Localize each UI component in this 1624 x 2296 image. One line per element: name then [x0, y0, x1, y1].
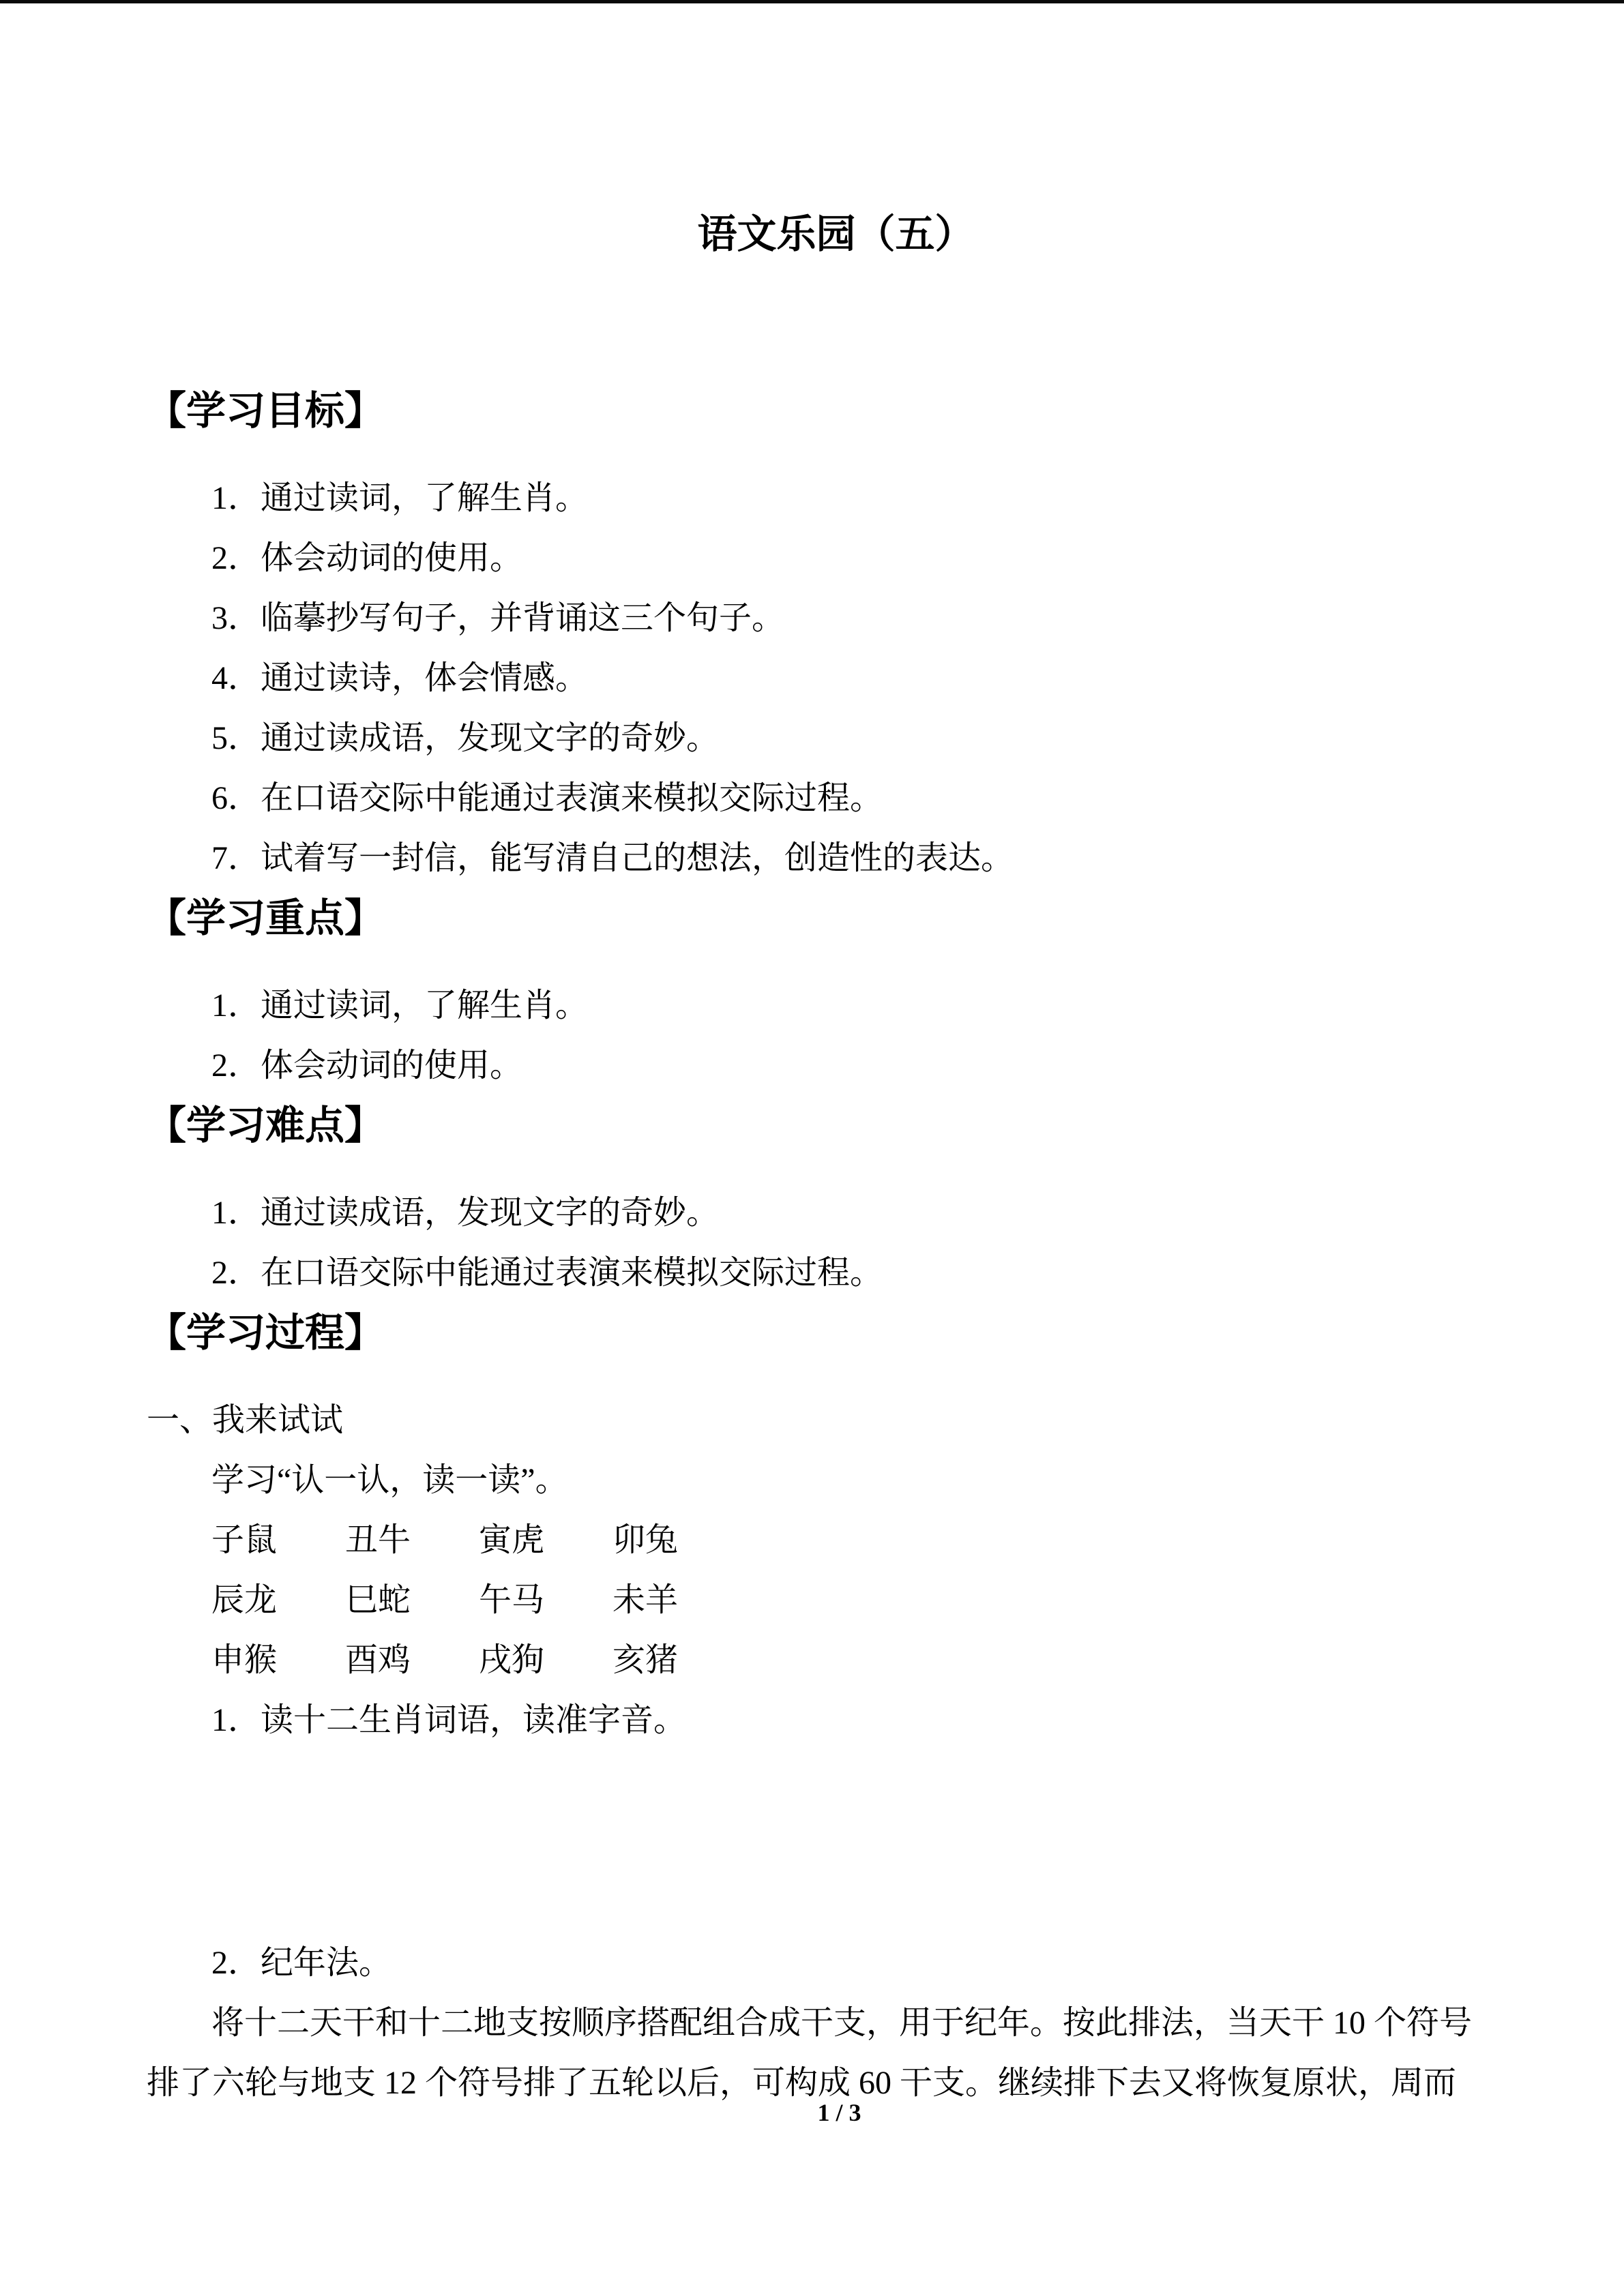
- zodiac-word: 未羊: [612, 1582, 679, 1618]
- section-heading-objectives: 【学习目标】: [147, 389, 385, 433]
- difficulty-item: 2．在口语交际中能通过表演来模拟交际过程。: [211, 1255, 883, 1291]
- zodiac-row: [147, 1630, 1477, 1690]
- zodiac-word: 申猴: [211, 1642, 278, 1678]
- zodiac-word: 寅虎: [479, 1522, 545, 1558]
- process-step1: 1．读十二生肖词语，读准字音。: [211, 1702, 687, 1738]
- section-heading-key-points: 【学习重点】: [147, 896, 385, 940]
- objective-item: 6．在口语交际中能通过表演来模拟交际过程。: [211, 780, 883, 816]
- zodiac-word: 巳蛇: [345, 1582, 411, 1618]
- objective-item: 5．通过读成语，发现文字的奇妙。: [211, 720, 720, 756]
- key-point-item: 2．体会动词的使用。: [211, 1047, 523, 1084]
- zodiac-word: 午马: [479, 1582, 545, 1618]
- zodiac-word: 卯兔: [612, 1522, 679, 1558]
- paragraph-line: 将十二天干和十二地支按顺序搭配组合成干支，用于纪年。按此排法，当天干 10 个符号: [211, 2005, 1473, 2041]
- zodiac-word: 亥猪: [612, 1642, 679, 1678]
- difficulty-item: 1．通过读成语，发现文字的奇妙。: [211, 1195, 720, 1231]
- process-part-one-heading: 一、我来试试: [147, 1402, 344, 1438]
- section-heading-difficulties: 【学习难点】: [147, 1103, 385, 1148]
- page-number: 1 / 3: [817, 2099, 861, 2126]
- zodiac-word: 子鼠: [211, 1522, 278, 1558]
- page-title: 语文乐园（五）: [697, 212, 975, 256]
- paragraph-line: 排了六轮与地支 12 个符号排了五轮以后，可构成 60 干支。继续排下去又将恢复原状，周而: [147, 2065, 1457, 2101]
- zodiac-word: 酉鸡: [345, 1642, 411, 1678]
- process-step2: 2．纪年法。: [211, 1945, 392, 1981]
- objective-item: 7．试着写一封信，能写清自己的想法，创造性的表达。: [211, 840, 1014, 876]
- zodiac-word: 戌狗: [479, 1642, 545, 1678]
- key-point-item: 1．通过读词，了解生肖。: [211, 987, 589, 1024]
- zodiac-row: [147, 1510, 1477, 1570]
- objective-item: 3．临摹抄写句子，并背诵这三个句子。: [211, 600, 785, 636]
- process-intro-line: 学习“认一认，读一读”。: [211, 1462, 568, 1498]
- zodiac-row: [147, 1570, 1477, 1630]
- objective-item: 1．通过读词，了解生肖。: [211, 480, 589, 516]
- zodiac-word: 辰龙: [211, 1582, 278, 1618]
- objective-item: 2．体会动词的使用。: [211, 540, 523, 576]
- objective-item: 4．通过读诗，体会情感。: [211, 660, 589, 696]
- section-heading-process: 【学习过程】: [147, 1311, 385, 1355]
- zodiac-word: 丑牛: [345, 1522, 411, 1558]
